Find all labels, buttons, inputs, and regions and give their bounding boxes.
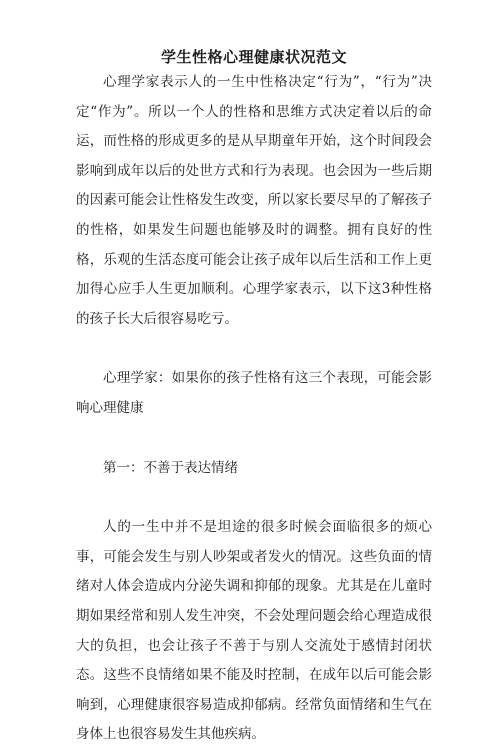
- paragraph-intro: 心理学家表示人的一生中性格决定“行为”，“行为”决定“作为”。所以一个人的性格和思维方式决定着以后的命运，而性格的形成更多的是从早期童年开始，这个时间段会影响到成年以后的处世方式和行为表现。也会因为一些后期的因素可能会让性格发生改变，所以家长要尽早的了解孩子的性格，如果发生问题也能够及时的调整。拥有良好的性格，乐观的生活态度可能会让孩子成年以后生活和工作上更加得心应手人生更加顺利。心理学家表示，以下这3种性格的孩子长大后很容易吃亏。: [76, 74, 432, 327]
- paragraph-first-body: 人的一生中并不是坦途的很多时候会面临很多的烦心事，可能会发生与别人吵架或者发火的情况。这些负面的情绪对人体会造成内分泌失调和抑郁的现象。尤其是在儿童时期如果经常和别人发生冲突，不会处理问题会给心理造成很大的负担，也会让孩子不善于与别人交流处于感情封闭状态。这些不良情绪如果不能及时控制，在成年以后可能会影响到，心理健康很容易造成抑郁病。经常负面情绪和生气在身体上也很容易发生其他疾病。: [76, 519, 432, 743]
- section-heading-first: 第一：不善于表达情绪: [103, 459, 238, 476]
- paragraph-psychologist-note: 心理学家：如果你的孩子性格有这三个表现，可能会影响心理健康: [76, 370, 432, 416]
- document-title: 学生性格心理健康状况范文: [160, 48, 347, 66]
- document-page: [76, 0, 432, 750]
